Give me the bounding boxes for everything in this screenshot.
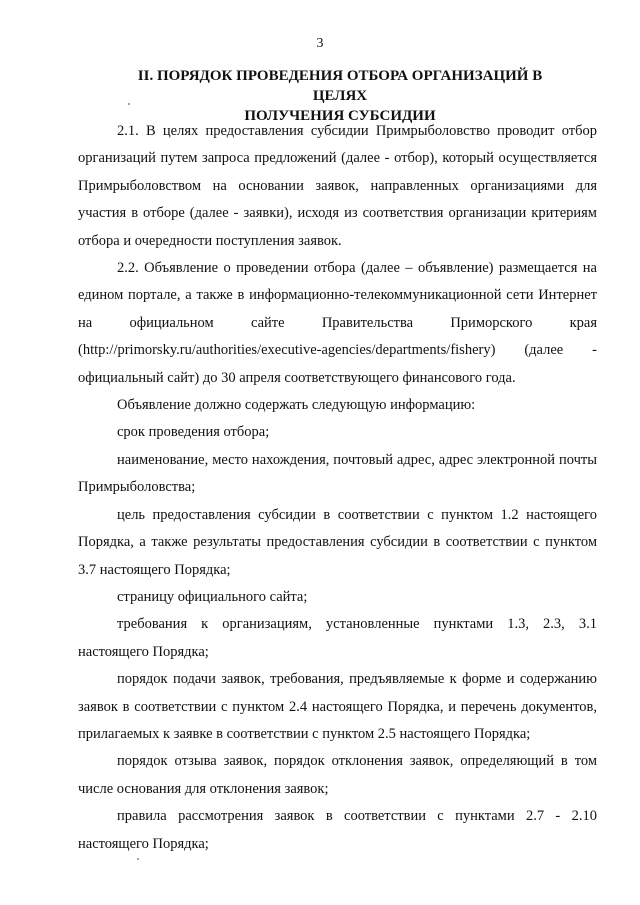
list-item-review-rules: правила рассмотрения заявок в соответствии с пунктами 2.7 - 2.10 настоящего Порядка; — [78, 808, 597, 852]
list-item-organization-requirements: требования к организациям, установленные пунктами 1.3, 2.3, 3.1 настоящего Порядка; — [78, 616, 597, 660]
scan-speck — [137, 858, 139, 860]
paragraph-2-1: 2.1. В целях предоставления субсидии Примрыболовство проводит отбор организаций путем запроса предложений (далее - отбор), который осуществляется Примрыболовством на основании заявок, направленных организациями для участия в отборе (далее - заявки), исходя из соответствия организации критериям отбора и очередности поступления заявок. — [78, 123, 597, 249]
document-body — [78, 118, 597, 858]
page-number: 3 — [316, 36, 324, 51]
section-heading-line-1: II. ПОРЯДОК ПРОВЕДЕНИЯ ОТБОРА ОРГАНИЗАЦИЙ В ЦЕЛЯХ — [137, 68, 543, 104]
section-heading — [110, 66, 570, 126]
list-item-subsidy-purpose: цель предоставления субсидии в соответствии с пунктом 1.2 настоящего Порядка, а также результаты предоставления субсидии в соответствии с пунктом 3.7 настоящего Порядка; — [78, 506, 597, 578]
list-item-website-page: страницу официального сайта; — [117, 588, 308, 605]
paragraph-2-2: 2.2. Объявление о проведении отбора (далее – объявление) размещается на едином портале, а также в информационно-телекоммуникационной сети Интернет на официальном сайте Правительства Приморского края (http://primorsky.ru/authorities/executive-agencies/departments/fishery) (далее - официальный сайт) до 30 апреля соответствующего финансового года. — [78, 260, 597, 386]
section-heading-line-2: ПОЛУЧЕНИЯ СУБСИДИИ — [244, 108, 436, 124]
list-item-application-procedure: порядок подачи заявок, требования, предъявляемые к форме и содержанию заявок в соответствии с пунктом 2.4 настоящего Порядка, и перечень документов, прилагаемых к заявке в соответствии с пунктом 2.5 настоящего Порядка; — [78, 671, 597, 742]
scan-speck — [128, 103, 130, 105]
list-item-withdrawal-procedure: порядок отзыва заявок, порядок отклонения заявок, определяющий в том числе основания для отклонения заявок; — [78, 753, 597, 797]
list-item-contact-details: наименование, место нахождения, почтовый адрес, адрес электронной почты Примрыболовства; — [78, 451, 597, 496]
list-item-selection-period: срок проведения отбора; — [117, 424, 270, 441]
paragraph-announcement-intro: Объявление должно содержать следующую информацию: — [117, 397, 476, 414]
